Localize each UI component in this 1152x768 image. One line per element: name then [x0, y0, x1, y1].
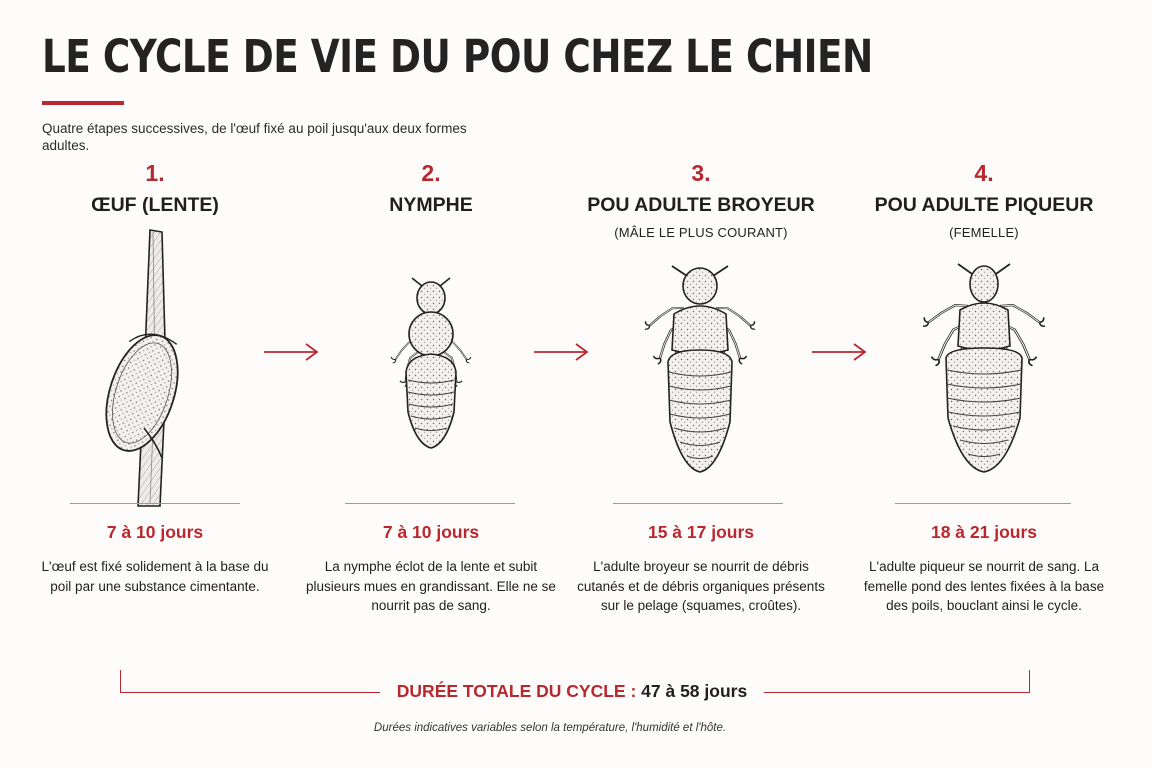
- stage-number: 4.: [974, 160, 994, 186]
- stage-chewing-adult-header: [576, 158, 826, 240]
- total-duration-label: DURÉE TOTALE DU CYCLE :: [396, 681, 637, 701]
- stage-name: ŒUF (LENTE): [91, 194, 219, 216]
- stage-name: NYMPHE: [389, 194, 473, 216]
- stage-baseline: [613, 503, 783, 504]
- arrow-right-icon: [532, 340, 592, 364]
- arrow-right-icon: [262, 340, 322, 364]
- footnote: Durées indicatives variables selon la température, l'humidité et l'hôte.: [373, 722, 727, 734]
- stage-baseline: [895, 503, 1071, 504]
- stage-description: La nymphe éclot de la lente et subit plusieurs mues en grandissant. Elle ne se nourrit pas de sang.: [306, 559, 556, 613]
- page-title: LE CYCLE DE VIE DU POU CHEZ LE CHIEN: [42, 30, 873, 83]
- arrow-right-icon: [810, 340, 870, 364]
- total-duration-value: 47 à 58 jours: [641, 681, 748, 701]
- stage-duration: 15 à 17 jours: [647, 522, 755, 542]
- chewing-louse-icon: [620, 262, 780, 482]
- stage-duration: 18 à 21 jours: [930, 522, 1038, 542]
- stage-name: POU ADULTE BROYEUR: [587, 194, 815, 216]
- stage-description: L'œuf est fixé solidement à la base du poil par une substance cimentante.: [41, 559, 269, 594]
- stage-duration: 7 à 10 jours: [382, 522, 480, 542]
- stage-name: POU ADULTE PIQUEUR: [874, 194, 1094, 216]
- stage-egg-header: [30, 158, 280, 225]
- stage-description: L'adulte broyeur se nourrit de débris cutanés et de débris organiques présents sur le pelage (squames, croûtes).: [577, 559, 825, 613]
- stage-subname: (FEMELLE): [949, 225, 1019, 240]
- stage-number: 2.: [421, 160, 441, 186]
- stage-duration: 7 à 10 jours: [106, 522, 204, 542]
- stage-baseline: [345, 503, 515, 504]
- stage-nymph-header: [306, 158, 556, 225]
- louse-egg-on-hair-icon: [90, 228, 200, 508]
- sucking-louse-icon: [902, 262, 1067, 482]
- stage-subname: (MÂLE LE PLUS COURANT): [614, 225, 788, 240]
- stage-description: L'adulte piqueur se nourrit de sang. La femelle pond des lentes fixées à la base des poils, bouclant ainsi le cycle.: [863, 559, 1105, 613]
- stage-number: 1.: [145, 160, 165, 186]
- stage-number: 3.: [691, 160, 711, 186]
- total-duration: [380, 681, 764, 702]
- nymph-louse-icon: [366, 272, 496, 458]
- page-subtitle: Quatre étapes successives, de l'œuf fixé au poil jusqu'aux deux formes adultes.: [42, 121, 467, 153]
- stage-baseline: [70, 503, 240, 504]
- stage-sucking-adult-header: [859, 158, 1109, 240]
- title-underline: [42, 101, 124, 105]
